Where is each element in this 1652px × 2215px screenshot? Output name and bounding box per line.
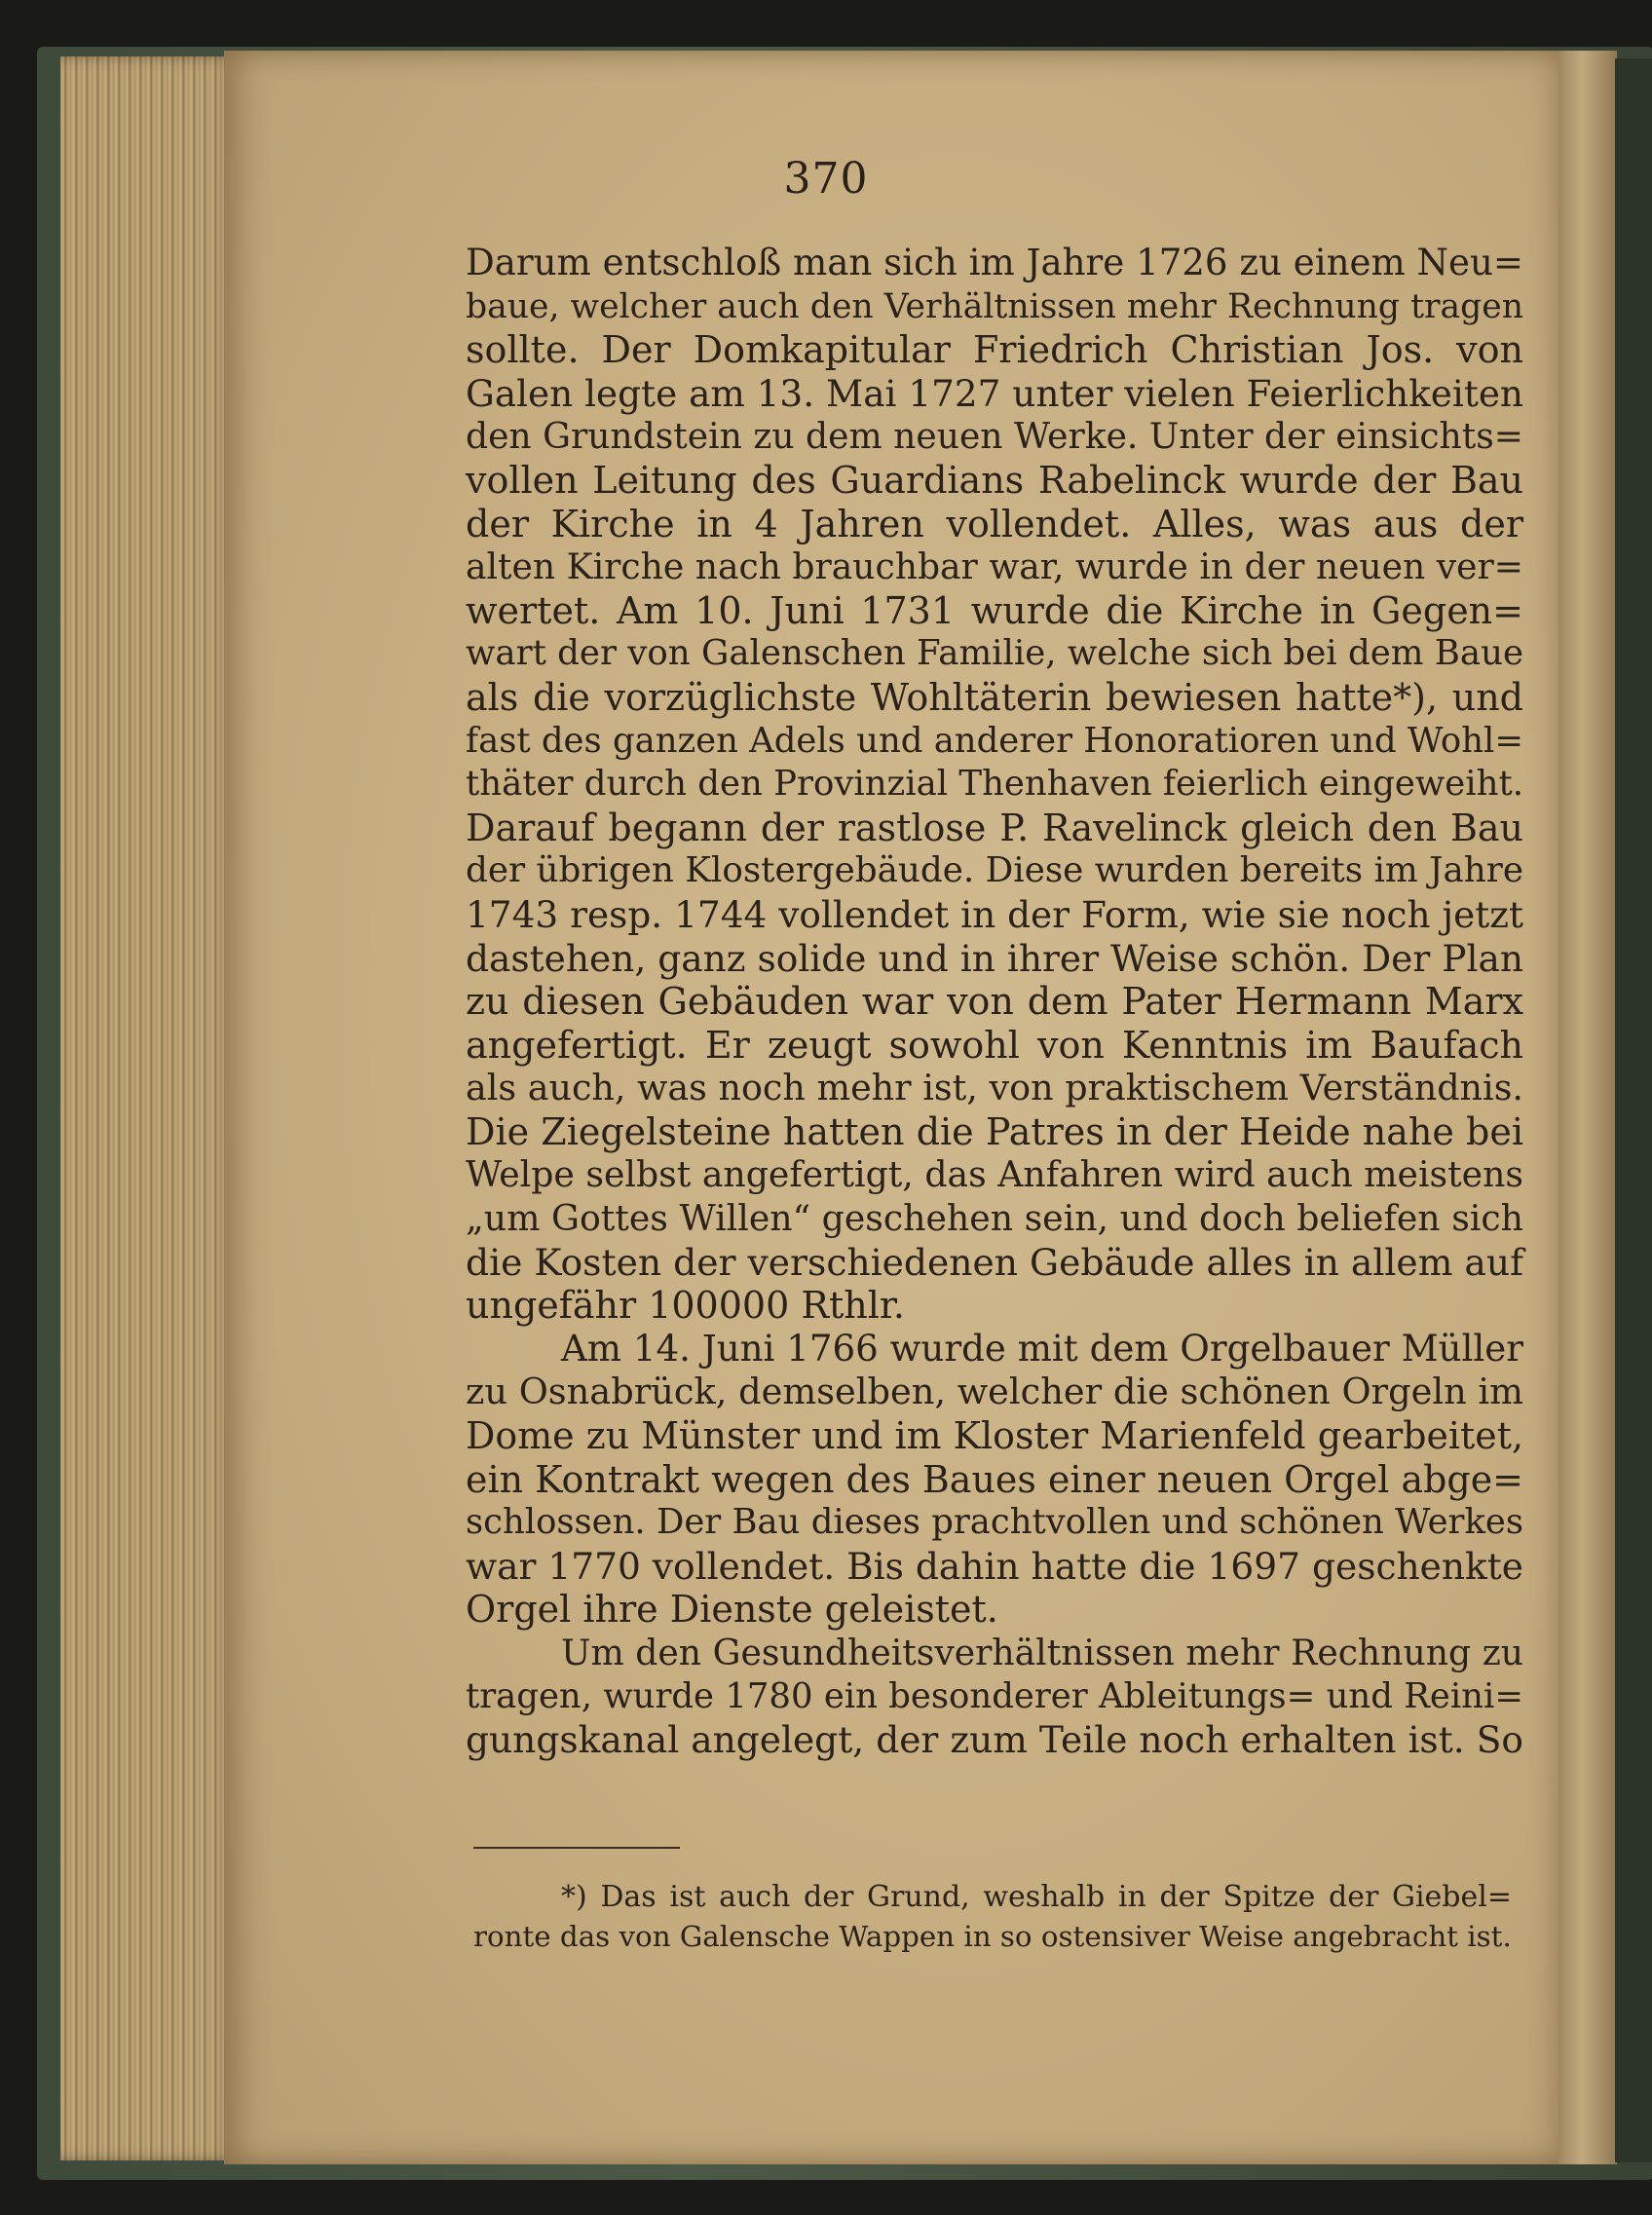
text-line: Darum entschloß man sich im Jahre 1726 zu einem Neu= <box>466 242 1523 283</box>
text-line: Die Ziegelsteine hatten die Patres in der Heide nahe bei <box>466 1109 1523 1153</box>
text-line: der Kirche in 4 Jahren vollendet. Alles, was aus der <box>466 502 1523 545</box>
text-line: Dome zu Münster und im Kloster Marienfeld gearbeitet, <box>466 1414 1523 1458</box>
text-line: dastehen, ganz solide und in ihrer Weise schön. Der Plan <box>466 936 1523 980</box>
text-line: ein Kontrakt wegen des Baues einer neuen Orgel abge= <box>466 1457 1523 1501</box>
text-line: 1743 resp. 1744 vollendet in der Form, wie sie noch jetzt <box>466 892 1523 936</box>
page-edges <box>60 56 236 2160</box>
footnote-line: ronte das von Galensche Wappen in so ostensiver Weise angebracht ist. <box>473 1920 1512 1953</box>
text-line: sollte. Der Domkapitular Friedrich Christian Jos. von <box>466 328 1523 372</box>
text-line: angefertigt. Er zeugt sowohl von Kenntnis im Baufach <box>466 1023 1523 1067</box>
text-line: die Kosten der verschiedenen Gebäude alles in allem auf <box>466 1240 1523 1284</box>
text-line: zu diesen Gebäuden war von dem Pater Hermann Marx <box>466 980 1523 1024</box>
text-line: Orgel ihre Dienste geleistet. <box>466 1588 998 1632</box>
footnote-line: *) Das ist auch der Grund, weshalb in der Spitze der Giebel= <box>561 1880 1512 1914</box>
text-line: als auch, was noch mehr ist, von praktischem Verständnis. <box>466 1067 1523 1109</box>
text-line: Darauf begann der rastlose P. Ravelinck gleich den Bau <box>466 806 1523 849</box>
footnote <box>473 1878 1512 1956</box>
text-line: war 1770 vollendet. Bis dahin hatte die 1697 geschenkte <box>466 1544 1523 1588</box>
text-line: gungskanal angelegt, der zum Teile noch erhalten ist. So <box>466 1718 1523 1762</box>
text-line: Um den Gesundheitsverhältnissen mehr Rechnung zu <box>561 1632 1523 1673</box>
footnote-divider <box>473 1847 680 1849</box>
right-gutter <box>1558 51 1617 2164</box>
right-cover-board <box>1615 58 1652 2162</box>
text-line: den Grundstein zu dem neuen Werke. Unter der einsichts= <box>466 416 1523 458</box>
text-line: alten Kirche nach brauchbar war, wurde in der neuen ver= <box>466 546 1523 588</box>
text-line: Galen legte am 13. Mai 1727 unter vielen Feierlichkeiten <box>466 371 1523 415</box>
text-line: fast des ganzen Adels und anderer Honoratioren und Wohl= <box>466 720 1523 761</box>
text-line: vollen Leitung des Guardians Rabelinck wurde der Bau <box>466 458 1523 502</box>
text-line: tragen, wurde 1780 ein besonderer Ableitungs= und Reini= <box>466 1675 1523 1716</box>
text-line: schlossen. Der Bau dieses prachtvollen und schönen Werkes <box>466 1502 1523 1543</box>
text-line: wart der von Galenschen Familie, welche sich bei dem Baue <box>466 633 1523 674</box>
text-line: wertet. Am 10. Juni 1731 wurde die Kirche in Gegen= <box>466 588 1523 632</box>
page-number: 370 <box>783 154 869 204</box>
text-line: Welpe selbst angefertigt, das Anfahren wird auch meistens <box>466 1153 1523 1196</box>
text-line: Am 14. Juni 1766 wurde mit dem Orgelbauer Müller <box>561 1327 1523 1370</box>
text-line: zu Osnabrück, demselben, welcher die schönen Orgeln im <box>466 1370 1523 1413</box>
text-line: als die vorzüglichste Wohltäterin bewiesen hatte*), und <box>466 675 1523 719</box>
body-text <box>466 242 1523 1762</box>
text-line: thäter durch den Provinzial Thenhaven feierlich eingeweiht. <box>466 764 1523 805</box>
text-line: baue, welcher auch den Verhältnissen mehr Rechnung tragen <box>466 286 1523 326</box>
text-line: ungefähr 100000 Rthlr. <box>466 1284 905 1328</box>
text-line: der übrigen Klostergebäude. Diese wurden bereits im Jahre <box>466 850 1523 891</box>
text-line: „um Gottes Willen“ geschehen sein, und doch beliefen sich <box>466 1197 1523 1240</box>
